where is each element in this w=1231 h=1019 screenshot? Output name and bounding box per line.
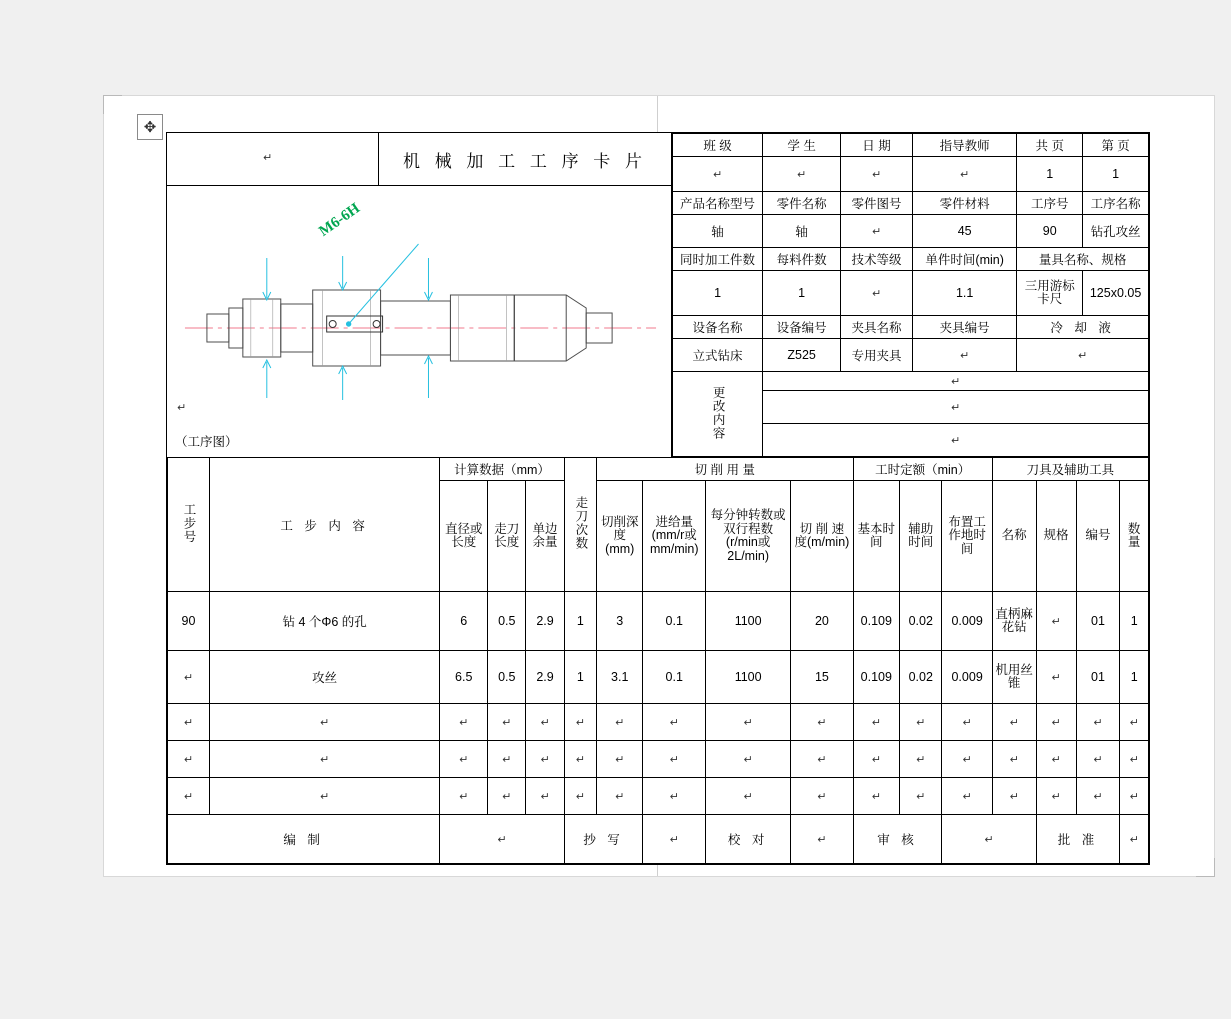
group-calc-data: 计算数据（mm） [440,458,564,481]
cell-passes[interactable] [564,778,596,815]
col-passes [564,458,596,592]
label-reviewed-text: 审 核 [877,833,918,847]
cell-tool-code[interactable] [1076,741,1120,778]
crop-mark-top-left [103,95,122,114]
group-tools: 刀具及辅助工具 [992,458,1148,481]
cell-diameter[interactable]: 6.5 [440,651,488,704]
figure-caption: （工序图） [175,435,238,449]
label-unit-time: 单件时间(min) [913,248,1017,271]
value-part-material[interactable]: 45 [913,215,1017,248]
cell-tool-name[interactable]: 机用丝锥 [992,651,1036,704]
cell-rpm[interactable]: 1100 [706,592,791,651]
title-blank-cell[interactable]: ↵ [167,133,379,185]
cell-setup-time[interactable]: 0.009 [942,592,992,651]
change-value-2[interactable] [763,391,1149,424]
label-total-pages: 共 页 [1017,134,1083,157]
form-header-block [167,133,1149,457]
figure-pilcrow: ↵ [177,402,187,414]
cell-margin[interactable]: 2.9 [526,592,564,651]
cell-tool-spec[interactable] [1036,741,1076,778]
header-row-values-4 [673,339,1149,372]
cell-margin[interactable]: 2.9 [526,651,564,704]
label-parts-per-stock: 每料件数 [763,248,841,271]
col-feed: 进给量(mm/r或mm/min) [643,481,706,592]
header-info-table [672,133,1149,457]
header-left [167,133,672,457]
label-prepared [168,815,440,864]
col-depth: 切削深度(mm) [597,481,643,592]
shaft-drawing-svg [167,186,671,456]
cell-rpm[interactable] [706,704,791,741]
cell-passes[interactable]: 1 [564,592,596,651]
label-instructor: 指导教师 [913,134,1017,157]
page-title: 机 械 加 工 工 序 卡 片 [402,151,648,171]
cell-base-time[interactable] [853,778,900,815]
col-step-no-label: 工步号 [182,502,197,544]
cell-step-no[interactable] [168,651,210,704]
value-instructor[interactable] [913,157,1017,192]
cell-passes[interactable]: 1 [564,651,596,704]
change-value-3[interactable] [763,424,1149,457]
cell-step-content[interactable]: 钻 4 个Φ6 的孔 [209,592,439,651]
cell-tool-qty[interactable] [1120,741,1149,778]
table-row[interactable] [168,704,1149,741]
label-page-no: 第 页 [1083,134,1149,157]
cell-depth[interactable] [597,704,643,741]
col-setup-time: 布置工作地时间 [942,481,992,592]
cell-tool-code[interactable] [1076,778,1120,815]
value-part-drawing-no[interactable] [841,215,913,248]
change-value-1[interactable] [763,372,1149,391]
value-class[interactable] [673,157,763,192]
col-speed: 切 削 速 度(m/min) [791,481,853,592]
cell-depth[interactable] [597,778,643,815]
label-copied-text: 抄 写 [583,833,624,847]
value-parts-per-stock[interactable]: 1 [763,271,841,316]
label-copied [564,815,643,864]
cell-step-no[interactable] [168,704,210,741]
col-tool-spec: 规格 [1036,481,1076,592]
header-row-values-3 [673,271,1149,316]
label-part-material: 零件材料 [913,192,1017,215]
cell-tool-qty[interactable] [1120,704,1149,741]
label-process-no: 工序号 [1017,192,1083,215]
label-fixture-name: 夹具名称 [841,316,913,339]
value-tech-grade[interactable] [841,271,913,316]
cell-aux-time[interactable] [900,741,942,778]
process-figure[interactable] [167,186,671,456]
col-passes-label: 走刀次数 [573,496,588,550]
cell-tool-name[interactable]: 直柄麻花钻 [992,592,1036,651]
cell-travel-length[interactable] [488,704,526,741]
header-right [672,133,1149,457]
cell-aux-time[interactable]: 0.02 [900,592,942,651]
signature-row [168,815,1149,864]
cell-step-content[interactable] [209,778,439,815]
group-time-quota: 工时定额（min） [853,458,992,481]
header-row-values-2 [673,215,1149,248]
cell-aux-time[interactable]: 0.02 [900,651,942,704]
cell-speed[interactable] [791,704,853,741]
label-product-model: 产品名称型号 [673,192,763,215]
title-row [167,133,671,186]
group-header-row [168,458,1149,481]
cell-setup-time[interactable] [942,741,992,778]
table-move-handle[interactable]: ✥ [137,114,163,140]
col-tool-name: 名称 [992,481,1036,592]
cell-setup-time[interactable] [942,778,992,815]
cell-margin[interactable] [526,704,564,741]
value-unit-time[interactable]: 1.1 [913,271,1017,316]
cell-tool-qty[interactable] [1120,778,1149,815]
value-gauge-spec[interactable]: 125x0.05 [1083,271,1149,316]
value-date[interactable] [841,157,913,192]
process-card-form [166,132,1150,865]
crop-mark-bottom-right [1196,858,1215,877]
cell-rpm[interactable] [706,778,791,815]
cell-passes[interactable] [564,704,596,741]
value-prepared[interactable] [440,815,564,864]
cell-passes[interactable] [564,741,596,778]
cell-diameter[interactable]: 6 [440,592,488,651]
label-approved-text: 批 准 [1057,833,1099,847]
label-class: 班 级 [673,134,763,157]
value-student[interactable] [763,157,841,192]
cell-travel-length[interactable] [488,741,526,778]
label-fixture-no: 夹具编号 [913,316,1017,339]
cell-base-time[interactable] [853,704,900,741]
label-student: 学 生 [763,134,841,157]
cell-tool-spec[interactable] [1036,778,1076,815]
cell-tool-code[interactable] [1076,704,1120,741]
label-simultaneous-parts: 同时加工件数 [673,248,763,271]
value-coolant[interactable] [1017,339,1149,372]
cell-speed[interactable]: 15 [791,651,853,704]
table-row[interactable] [168,778,1149,815]
label-equipment-no: 设备编号 [763,316,841,339]
cell-rpm[interactable]: 1100 [706,651,791,704]
cell-diameter[interactable] [440,741,488,778]
col-margin: 单边余量 [526,481,564,592]
value-approved[interactable] [1120,815,1149,864]
label-equipment-name: 设备名称 [673,316,763,339]
cell-tool-code[interactable]: 01 [1076,651,1120,704]
value-total-pages[interactable]: 1 [1017,157,1083,192]
cell-tool-code[interactable]: 01 [1076,592,1120,651]
label-approved [1036,815,1120,864]
table-row[interactable] [168,592,1149,651]
cell-tool-spec[interactable] [1036,651,1076,704]
group-cutting-params: 切 削 用 量 [597,458,854,481]
value-process-no[interactable]: 90 [1017,215,1083,248]
cell-depth[interactable]: 3.1 [597,651,643,704]
thread-callout: M6-6H [316,200,363,240]
cell-diameter[interactable] [440,778,488,815]
cell-tool-qty[interactable]: 1 [1120,651,1149,704]
cell-step-no[interactable] [168,778,210,815]
col-diameter: 直径或长度 [440,481,488,592]
value-fixture-name[interactable]: 专用夹具 [841,339,913,372]
col-step-no [168,458,210,592]
cell-tool-name[interactable] [992,741,1036,778]
col-aux-time: 辅助时间 [900,481,942,592]
document-page [104,96,1214,876]
label-date: 日 期 [841,134,913,157]
label-checked [706,815,791,864]
cell-step-content[interactable] [209,741,439,778]
cell-base-time[interactable]: 0.109 [853,651,900,704]
value-reviewed[interactable] [942,815,1036,864]
value-gauge-name[interactable]: 三用游标卡尺 [1017,271,1083,316]
header-row-labels-3 [673,248,1149,271]
cell-speed[interactable] [791,778,853,815]
value-part-name[interactable]: 轴 [763,215,841,248]
cell-aux-time[interactable] [900,778,942,815]
value-process-name[interactable]: 钻孔攻丝 [1083,215,1149,248]
cell-margin[interactable] [526,741,564,778]
label-change-content [673,372,763,457]
cell-tool-spec[interactable] [1036,592,1076,651]
cell-tool-spec[interactable] [1036,704,1076,741]
col-tool-qty: 数量 [1120,481,1149,592]
value-product-model[interactable]: 轴 [673,215,763,248]
table-row[interactable] [168,741,1149,778]
cell-feed[interactable] [643,778,706,815]
cell-step-content[interactable]: 攻丝 [209,651,439,704]
change-row-1 [673,372,1149,391]
col-rpm: 每分钟转数或双行程数(r/min或2L/min) [706,481,791,592]
cell-setup-time[interactable] [942,704,992,741]
value-copied[interactable] [643,815,706,864]
cell-step-no[interactable]: 90 [168,592,210,651]
label-reviewed [853,815,942,864]
cell-feed[interactable]: 0.1 [643,651,706,704]
cell-feed[interactable] [643,741,706,778]
label-process-name: 工序名称 [1083,192,1149,215]
cell-tool-name[interactable] [992,778,1036,815]
label-part-drawing-no: 零件图号 [841,192,913,215]
cell-travel-length[interactable]: 0.5 [488,592,526,651]
cell-aux-time[interactable] [900,704,942,741]
label-coolant: 冷 却 液 [1017,316,1149,339]
label-checked-text: 校 对 [727,833,769,847]
value-checked[interactable] [791,815,853,864]
header-row-values-1 [673,157,1149,192]
value-equipment-name[interactable]: 立式钻床 [673,339,763,372]
cell-tool-qty[interactable]: 1 [1120,592,1149,651]
label-part-name: 零件名称 [763,192,841,215]
cell-rpm[interactable] [706,741,791,778]
value-fixture-no[interactable] [913,339,1017,372]
cell-base-time[interactable] [853,741,900,778]
header-row-labels-1 [673,134,1149,157]
cell-margin[interactable] [526,778,564,815]
label-tech-grade: 技术等级 [841,248,913,271]
cell-depth[interactable] [597,741,643,778]
table-row[interactable] [168,651,1149,704]
cell-step-no[interactable] [168,741,210,778]
header-row-labels-4 [673,316,1149,339]
change-content-text: 更改内容 [711,385,726,440]
cell-speed[interactable]: 20 [791,592,853,651]
cell-tool-name[interactable] [992,704,1036,741]
value-equipment-no[interactable]: Z525 [763,339,841,372]
cell-speed[interactable] [791,741,853,778]
cell-feed[interactable] [643,704,706,741]
cell-step-content[interactable] [209,704,439,741]
cell-travel-length[interactable] [488,778,526,815]
col-tool-code: 编号 [1076,481,1120,592]
header-row-labels-2 [673,192,1149,215]
value-page-no[interactable]: 1 [1083,157,1149,192]
col-base-time: 基本时间 [853,481,900,592]
col-step-content: 工 步 内 容 [209,458,439,592]
label-prepared-text: 编 制 [283,833,324,847]
operation-steps-table [167,457,1149,864]
col-travel-length: 走刀长度 [488,481,526,592]
cell-setup-time[interactable]: 0.009 [942,651,992,704]
label-gauge: 量具名称、规格 [1017,248,1149,271]
cell-diameter[interactable] [440,704,488,741]
cell-feed[interactable]: 0.1 [643,592,706,651]
cell-travel-length[interactable]: 0.5 [488,651,526,704]
cell-depth[interactable]: 3 [597,592,643,651]
value-simultaneous-parts[interactable]: 1 [673,271,763,316]
cell-base-time[interactable]: 0.109 [853,592,900,651]
